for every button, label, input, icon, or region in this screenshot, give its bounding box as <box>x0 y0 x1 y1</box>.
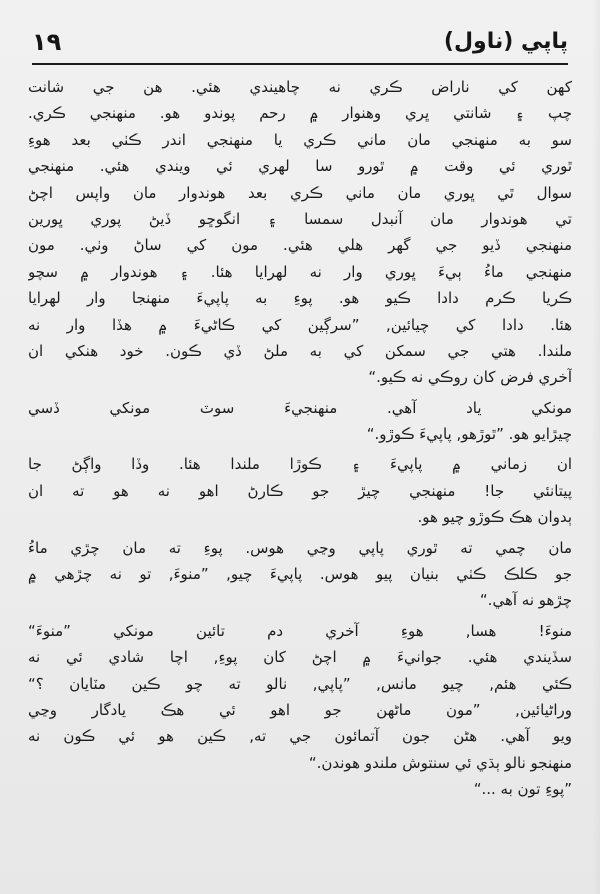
text-line: جو ڪلڪ ڪٺي بنيان پيو هوس. پاپيءَ چيو, ”منوءَ, تو نه چڙهي ۾ <box>28 565 572 584</box>
text-line: آخري فرض کان روڪي نه ڪيو.“ <box>368 368 572 387</box>
text-line: منهنجي ڏيو جي گهر هلي هئي. مون کي ساڻ وٺي. مون <box>28 236 572 255</box>
text-line: ان زماني ۾ پاپيءَ ۽ ڪوڙا ملندا هئا. وڏا واڳڻ جا <box>28 455 572 474</box>
text-line: کهن کي ناراض ڪري نه چاهيندي هئي. هن جي شانت <box>28 78 572 96</box>
body-text <box>28 74 572 803</box>
text-line: منهنجو نالو ٻڌي ئي سنتوش ملندو هوندن.“ <box>308 753 572 772</box>
text-line: منوءَ! هسا, هوءِ آخري دم تائين مونکي ”منوءَ“ <box>28 621 572 640</box>
text-line: ڪئي هئم, چيو مانس, ”پاپي, نالو ته چو ڪين مٽايان ؟“ <box>28 674 572 693</box>
page-number: ١٩ <box>32 28 62 56</box>
text-line: ٻدوان هڪ ڪوڙو چيو هو. <box>417 508 572 527</box>
text-line: چپ ۽ شانتي ڀري وهنوار ۾ رحم پوندو هو. منهنجي ڪري. <box>28 104 572 123</box>
running-title: پاپي (ناول) <box>443 29 568 54</box>
text-line: ”پوءِ تون به ...“ <box>473 780 572 799</box>
text-line: منهنجي ماءُ ٻيءَ ڀوري وار نه لهرايا هئا. ۽ هوندوار ۾ سچو <box>28 262 572 281</box>
text-line: تي هوندوار مان آنبدل سمسا ۽ انگوڇو ڏيڻ پوري ڀورين <box>28 209 572 228</box>
text-line: هئا. دادا کي چيائين, ”سرڳين کي ڪاڻيءَ ۾ هڏا وار نه <box>28 315 572 334</box>
text-line: مونکي ياد آهي. منهنجيءَ سوٽ مونکي ڏسي <box>28 398 572 417</box>
page-header <box>32 28 568 56</box>
text-line: ڪريا ڪرم دادا ڪيو هو. پوءِ به پاپيءَ منهنجا وار لهرايا <box>28 289 572 308</box>
text-line: چڙهو نه آهي.“ <box>479 591 572 610</box>
text-line: سڏيندي هئي. جوانيءَ ۾ اچڻ کان پوءِ, اچا شادي ئي نه <box>28 648 572 667</box>
text-line: وراڻيائين, ”مون ماڻهن جو اهو ئي هڪ يادگار وڃي <box>28 700 572 719</box>
text-line: مان چمي ته ٿوري پاپي وڃي هوس. پوءِ ته مان چڙي ماءُ <box>28 538 572 557</box>
text-line: ملندا. هتي جي سمکن کي به ملڻ ڏي ڪون. خود هنکي ان <box>28 341 572 360</box>
header-rule <box>32 63 568 65</box>
text-line: سوال ٿي ڀوري مان ماني ڪري بعد هوندوار مان واپس اچڻ <box>28 183 572 202</box>
text-line: چيڙايو هو. ”ٿوڙهو, پاپيءَ ڪوڙو.“ <box>366 425 572 444</box>
text-line: پيتانئي جا! منهنجي چيڙ جو ڪارڻ اهو نه هو ته ان <box>28 481 572 500</box>
scan-shadow <box>592 0 600 894</box>
text-line: ويو آهي. هڻن جون آتمائون جي ته, ڪين هو ئي ڪون نه <box>28 727 572 746</box>
text-line: سو به منهنجي مان ماني ڪري يا منهنجي اندر ڪٺي بعد هوءِ <box>28 130 572 149</box>
text-line: ٿوري ئي وقت ۾ ٿورو سا لهري ئي ويندي هئي. منهنجي <box>28 157 572 176</box>
